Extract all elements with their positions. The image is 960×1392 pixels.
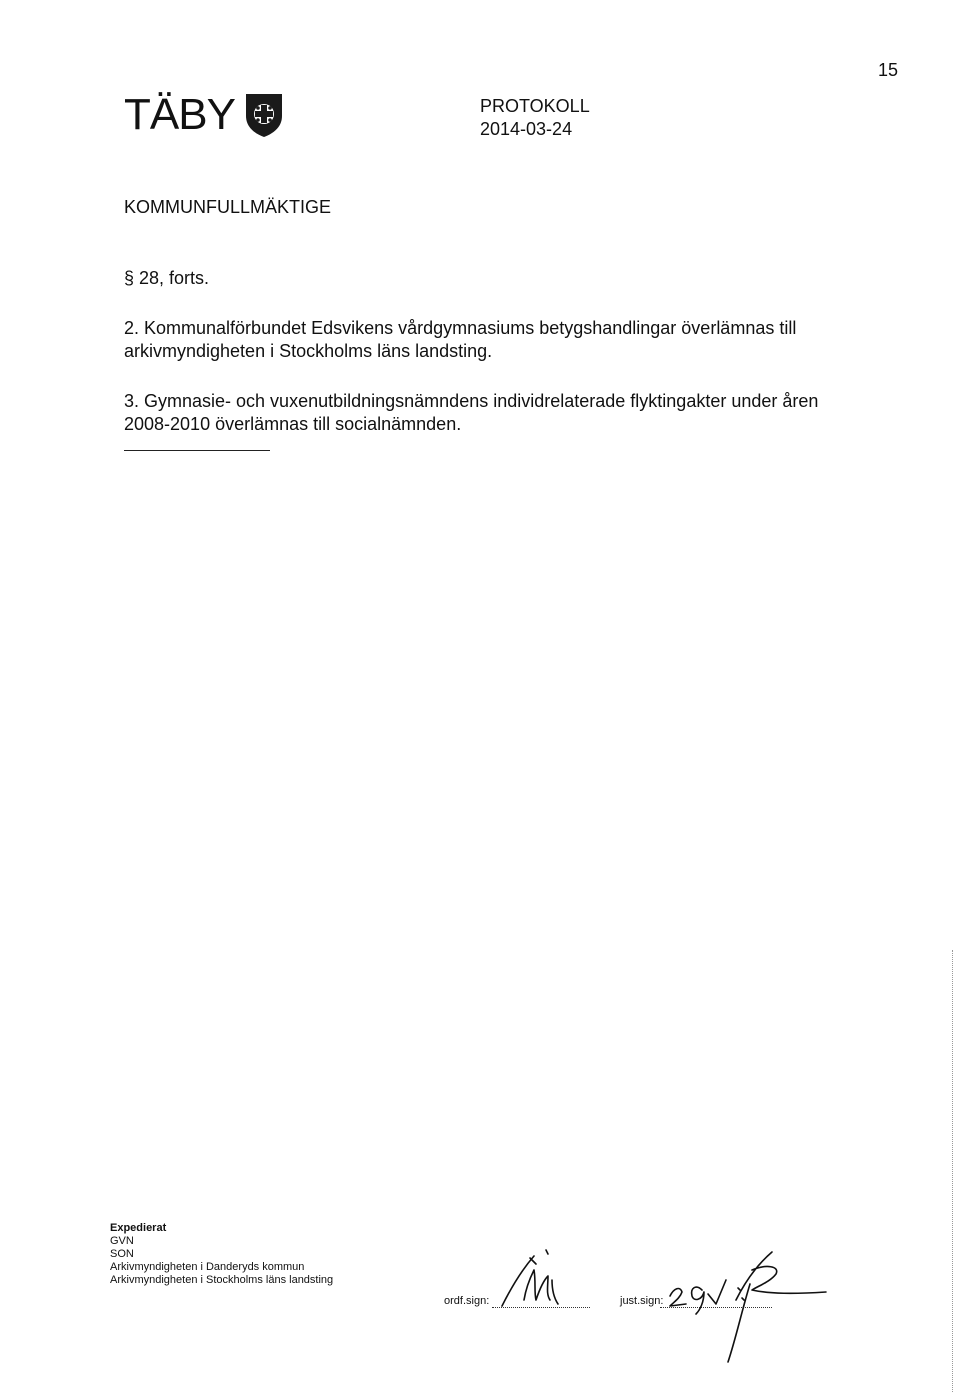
distribution-line: SON	[110, 1248, 134, 1260]
section-heading: § 28, forts.	[124, 268, 210, 288]
council-name: KOMMUNFULLMÄKTIGE	[124, 197, 332, 217]
page-number: 15	[878, 60, 899, 80]
section-end-rule	[124, 450, 270, 451]
just-signature-stroke	[670, 1289, 686, 1306]
decision-item-2: 2. Kommunalförbundet Edsvikens vårdgymnasiums betygshandlingar överlämnas till arkivmyndigheten i Stockholms läns landsting.	[124, 318, 797, 361]
just-signature-stroke	[692, 1287, 704, 1314]
scan-edge-mark	[952, 950, 953, 1392]
just-signature-stroke	[708, 1280, 726, 1304]
taby-crest-icon	[244, 92, 284, 138]
document-type: PROTOKOLL	[480, 96, 590, 116]
distribution-title: Expedierat	[110, 1222, 167, 1234]
distribution-line: Arkivmyndigheten i Stockholms läns landsting	[110, 1274, 334, 1286]
just-sign-label: just.sign:	[620, 1295, 664, 1307]
handwritten-signatures	[490, 1240, 850, 1370]
distribution-line: GVN	[110, 1235, 134, 1247]
ordf-sign-label: ordf.sign:	[444, 1295, 490, 1307]
ordf-signature-stroke	[502, 1256, 558, 1306]
document-date: 2014-03-24	[480, 119, 573, 139]
decision-item-3: 3. Gymnasie- och vuxenutbildningsnämndens individrelaterade flyktingakter under åren 2008-2010 överlämnas till socialnämnden.	[124, 391, 819, 434]
just-signature-stroke	[736, 1252, 826, 1300]
taby-logo-text: TÄBY	[124, 90, 235, 139]
distribution-line: Arkivmyndigheten i Danderyds kommun	[110, 1261, 305, 1273]
